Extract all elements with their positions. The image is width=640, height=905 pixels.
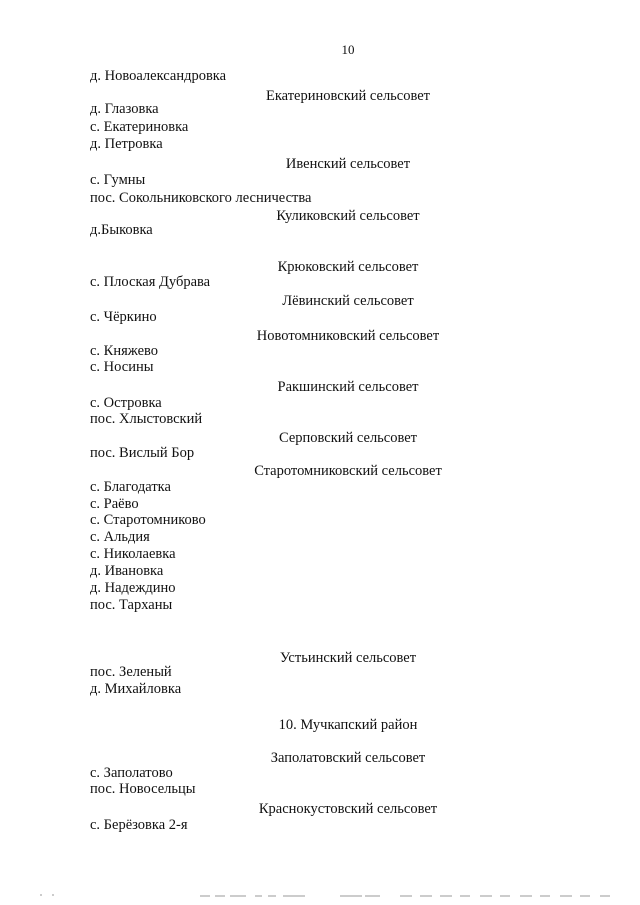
settlement-item: с. Заполатово — [90, 765, 173, 781]
settlement-item: д. Новоалександровка — [90, 68, 227, 84]
settlement-item: д. Ивановка — [90, 563, 164, 579]
settlement-item: с. Старотомниково — [90, 512, 206, 528]
settlement-item: с. Николаевка — [90, 546, 176, 562]
settlement-item: пос. Зеленый — [90, 664, 172, 680]
council-heading: Старотомниковский сельсовет — [254, 463, 442, 479]
settlement-item: пос. Новосельцы — [90, 781, 196, 797]
settlement-item: с. Благодатка — [90, 479, 171, 495]
settlement-item: с. Альдия — [90, 529, 150, 545]
council-heading: Ивенский сельсовет — [285, 156, 411, 172]
footer-scan-marks — [0, 893, 640, 899]
settlement-item: с. Княжево — [90, 343, 159, 359]
council-heading: 10. Мучкапский район — [278, 717, 418, 733]
settlement-item: с. Островка — [90, 395, 162, 411]
settlement-item: с. Берёзовка 2-я — [90, 817, 188, 833]
settlement-item: д. Глазовка — [90, 101, 159, 117]
settlement-item: с. Екатериновка — [90, 119, 189, 135]
council-heading: Крюковский сельсовет — [277, 259, 419, 275]
settlement-item: с. Плоская Дубрава — [90, 274, 211, 290]
council-heading: Серповский сельсовет — [278, 430, 418, 446]
settlement-item: с. Гумны — [90, 172, 146, 188]
council-heading: Лёвинский сельсовет — [282, 293, 414, 309]
settlement-item: с. Раёво — [90, 496, 139, 512]
council-heading: Заполатовский сельсовет — [270, 750, 426, 766]
settlement-item: с. Чёркино — [90, 309, 157, 325]
settlement-item: д. Петровка — [90, 136, 163, 152]
settlement-item: д.Быковка — [90, 222, 153, 238]
council-heading: Куликовский сельсовет — [276, 208, 420, 224]
council-heading: Краснокустовский сельсовет — [258, 801, 438, 817]
settlement-item: пос. Тарханы — [90, 597, 173, 613]
settlement-item: пос. Хлыстовский — [90, 411, 203, 427]
page-number: 10 — [341, 42, 355, 57]
settlement-item: с. Носины — [90, 359, 154, 375]
settlement-item: д. Надеждино — [90, 580, 176, 596]
settlement-item: д. Михайловка — [90, 681, 182, 697]
council-heading: Ракшинский сельсовет — [277, 379, 419, 395]
council-heading: Екатериновский сельсовет — [265, 88, 431, 104]
council-heading: Новотомниковский сельсовет — [256, 328, 440, 344]
settlement-item: пос. Сокольниковского лесничества — [90, 190, 312, 206]
council-heading: Устьинский сельсовет — [279, 650, 417, 666]
settlement-item: пос. Вислый Бор — [90, 445, 195, 461]
